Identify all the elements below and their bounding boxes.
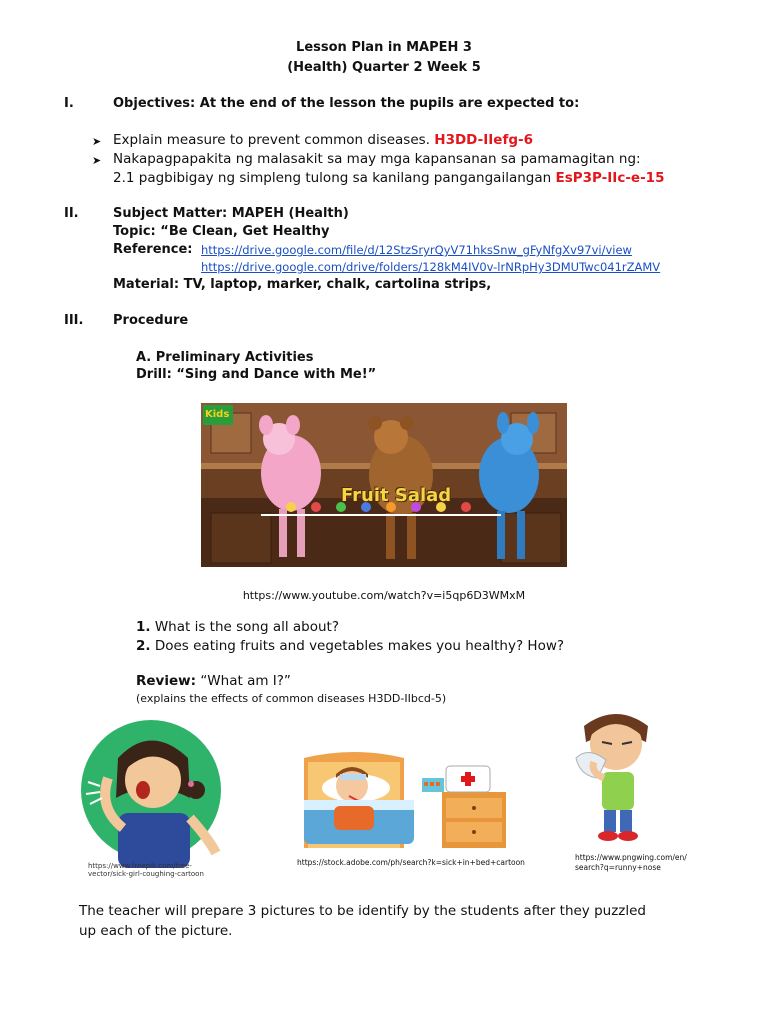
objective-2-sub-text: 2.1 pagbibigay ng simpleng tulong sa kanilang pangangailangan bbox=[113, 170, 552, 186]
closing-line-1: The teacher will prepare 3 pictures to be identify by the students after they puzzled bbox=[79, 903, 647, 919]
objective-1-text: Explain measure to prevent common diseases. bbox=[113, 132, 430, 148]
objective-1 bbox=[113, 132, 533, 148]
question-2 bbox=[136, 638, 564, 654]
video-url[interactable]: https://www.youtube.com/watch?v=i5qp6D3WMxM bbox=[242, 589, 526, 602]
review-note: (explains the effects of common diseases H3DD-IIbcd-5) bbox=[136, 692, 447, 705]
bullet-arrow-icon: ➤ bbox=[92, 135, 102, 148]
runny-nose-boy-illustration bbox=[566, 706, 666, 848]
question-1-num: 1. bbox=[136, 619, 151, 635]
objective-1-code: H3DD-IIefg-6 bbox=[434, 132, 533, 148]
drill-label: Drill: bbox=[136, 367, 172, 382]
video-thumbnail[interactable] bbox=[201, 403, 567, 567]
reference-link-1[interactable]: https://drive.google.com/file/d/12StzSryrQyV71hksSnw_gFyNfgXv97vi/view bbox=[201, 243, 632, 257]
coughing-girl-image bbox=[78, 718, 228, 868]
section-numeral-1: I. bbox=[64, 96, 74, 111]
sick-in-bed-image bbox=[294, 748, 510, 852]
question-1-text: What is the song all about? bbox=[154, 619, 340, 635]
review-label: Review: bbox=[136, 673, 197, 689]
objectives-heading: Objectives: At the end of the lesson the pupils are expected to: bbox=[113, 96, 580, 111]
topic-label: Topic: bbox=[113, 224, 156, 239]
title-line-1: Lesson Plan in MAPEH 3 bbox=[296, 40, 472, 55]
runny-nose-boy-image bbox=[566, 706, 666, 848]
procedure-heading: Procedure bbox=[113, 313, 189, 328]
title-line-2: (Health) Quarter 2 Week 5 bbox=[287, 60, 481, 75]
objective-2: Nakapagpapakita ng malasakit sa may mga kapansanan sa pamamagitan ng: bbox=[113, 151, 641, 167]
question-1 bbox=[136, 619, 339, 635]
drill-line bbox=[136, 367, 376, 382]
reference-label: Reference: bbox=[113, 242, 193, 257]
bullet-arrow-icon: ➤ bbox=[92, 154, 102, 167]
question-2-text: Does eating fruits and vegetables makes you healthy? How? bbox=[154, 638, 565, 654]
topic-line bbox=[113, 224, 329, 239]
sick-in-bed-illustration bbox=[294, 748, 510, 852]
objective-2-sub-code: EsP3P-IIc-e-15 bbox=[555, 170, 665, 186]
runny-nose-source-line-2: search?q=runny+nose bbox=[575, 863, 661, 872]
material-line bbox=[113, 277, 491, 292]
reference-link-2[interactable]: https://drive.google.com/drive/folders/128kM4IV0v-lrNRpHy3DMUTwc041rZAMV bbox=[201, 260, 661, 274]
coughing-girl-source[interactable]: https://www.freepik.com/free-vector/sick-girl-coughing-cartoon bbox=[88, 862, 204, 878]
objective-2-sub bbox=[113, 170, 664, 186]
runny-nose-source-line-1: https://www.pngwing.com/en/ bbox=[575, 853, 687, 862]
review-line bbox=[136, 673, 291, 689]
section-numeral-2: II. bbox=[64, 206, 79, 221]
runny-nose-boy-source[interactable] bbox=[575, 853, 687, 873]
section-numeral-3: III. bbox=[64, 313, 84, 328]
closing-line-2: up each of the picture. bbox=[79, 923, 233, 939]
coughing-girl-illustration bbox=[78, 718, 228, 868]
video-caption: Fruit Salad bbox=[341, 485, 452, 506]
subject-matter-heading: Subject Matter: MAPEH (Health) bbox=[113, 206, 349, 221]
drill-value: “Sing and Dance with Me!” bbox=[176, 367, 377, 382]
material-label: Material: bbox=[113, 277, 180, 292]
video-logo: Kids bbox=[205, 409, 230, 420]
sick-in-bed-source[interactable]: https://stock.adobe.com/ph/search?k=sick+in+bed+cartoon bbox=[297, 858, 525, 867]
review-value: “What am I?” bbox=[200, 673, 291, 689]
question-2-num: 2. bbox=[136, 638, 151, 654]
material-value: TV, laptop, marker, chalk, cartolina strips, bbox=[183, 277, 492, 292]
preliminary-heading: A. Preliminary Activities bbox=[136, 350, 314, 365]
topic-value: “Be Clean, Get Healthy bbox=[160, 224, 330, 239]
